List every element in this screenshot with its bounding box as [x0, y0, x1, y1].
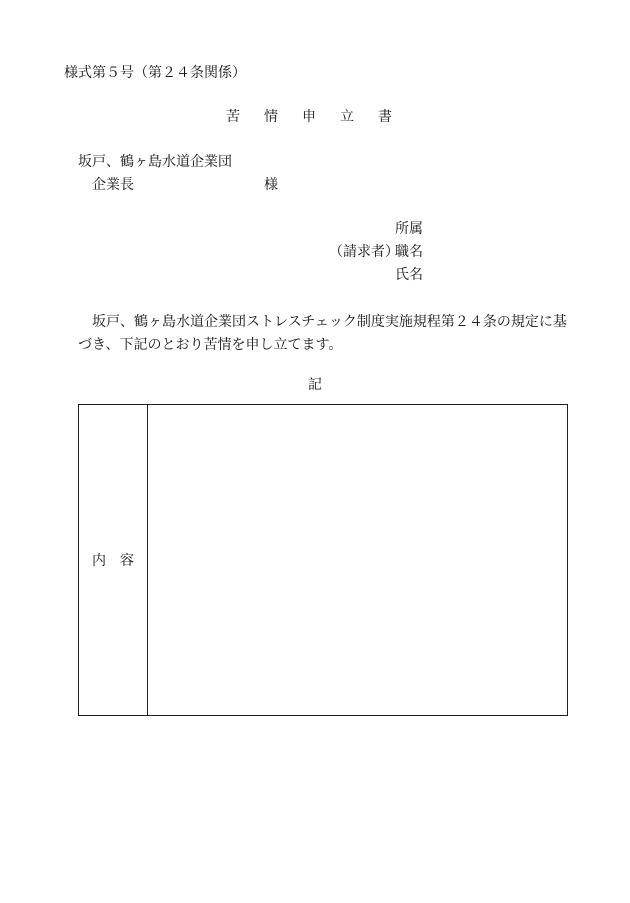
content-label-cell [79, 405, 148, 715]
record-heading: 記 [308, 377, 322, 393]
body-paragraph: 坂戸、鶴ヶ島水道企業団ストレスチェック制度実施規程第２４条の規定に基づき、下記のとおり苦情を申し立てます。 [78, 314, 567, 353]
addressee-title: 企業長 [92, 177, 134, 193]
addressee-organization: 坂戸、鶴ヶ島水道企業団 [78, 154, 232, 170]
content-table [78, 404, 568, 716]
requester-affiliation-label: 所属 [395, 221, 423, 237]
form-number: 様式第５号（第２４条関係） [64, 65, 246, 81]
addressee-honorific: 様 [264, 177, 278, 193]
requester-position-label: 職名 [395, 244, 423, 260]
requester-name-label: 氏名 [395, 267, 423, 283]
content-entry-area[interactable] [148, 405, 567, 715]
requester-group-label: （請求者） [329, 244, 399, 260]
content-label: 内容 [92, 553, 148, 569]
document-title: 苦情申立書 [226, 109, 416, 125]
